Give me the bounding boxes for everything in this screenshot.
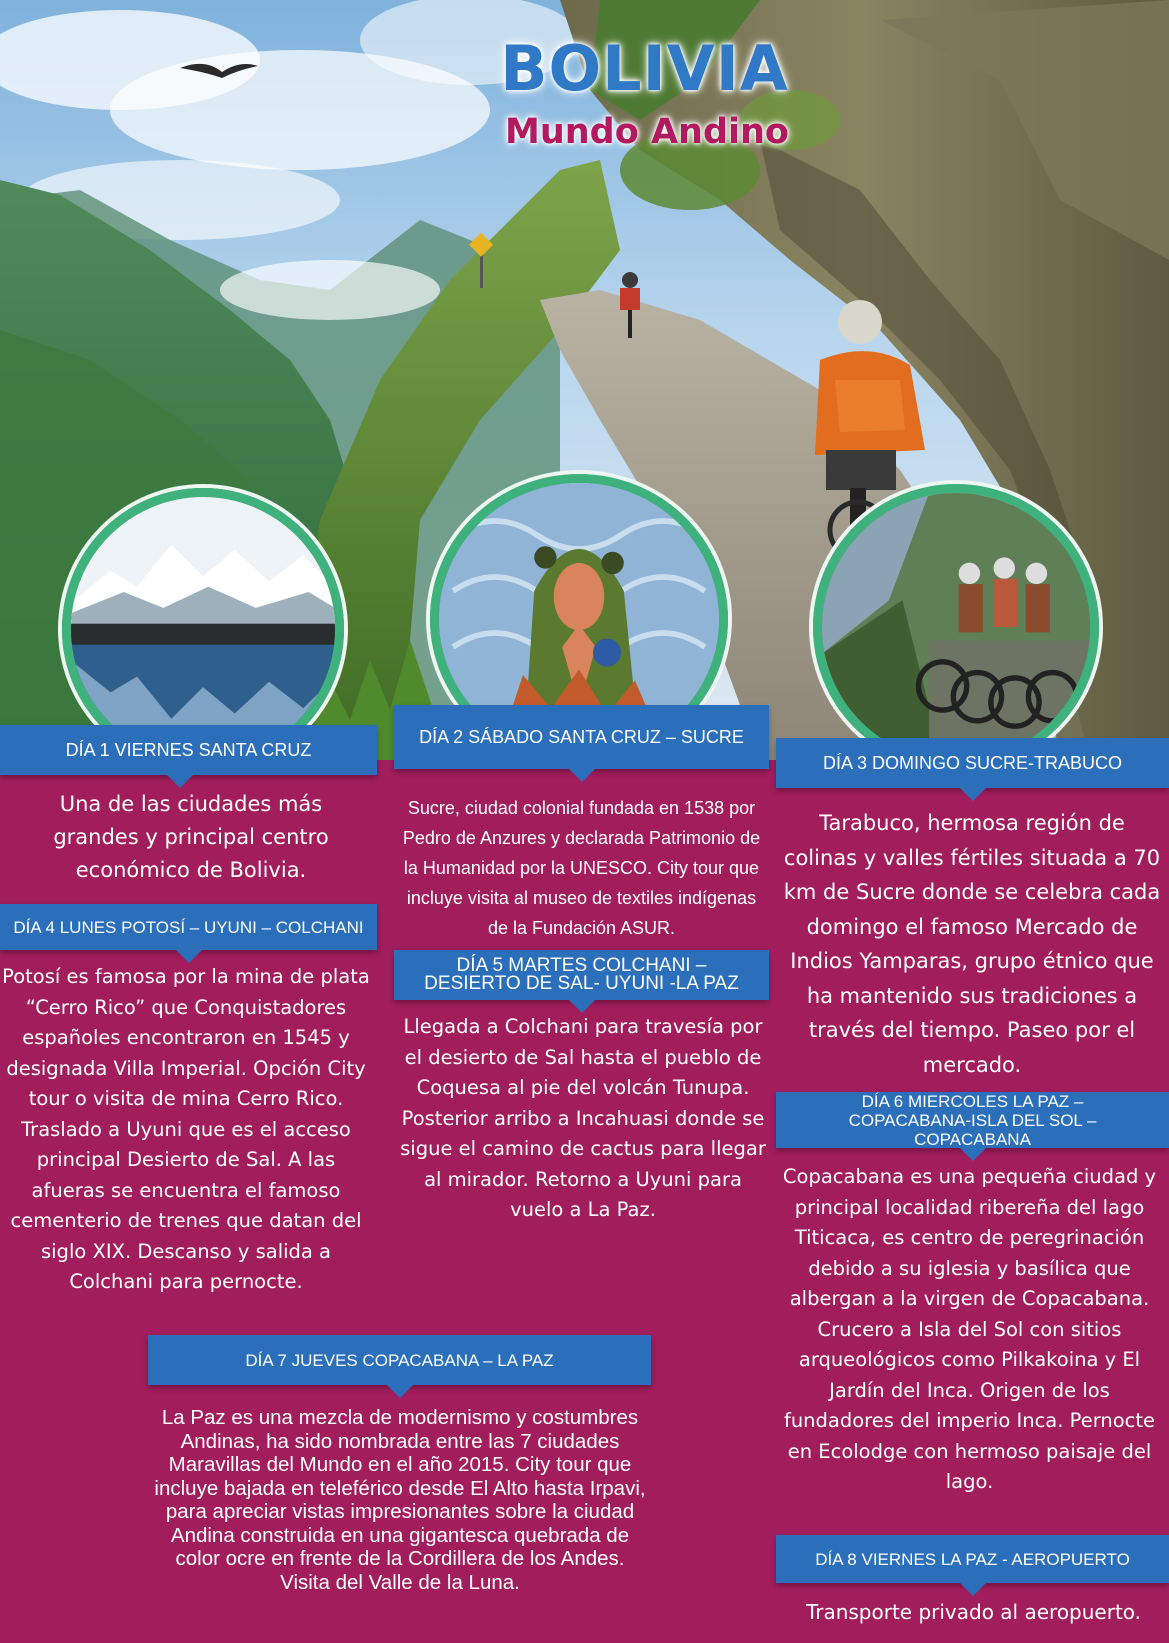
day7-header: DÍA 7 JUEVES COPACABANA – LA PAZ [148,1335,651,1385]
day8-description: Transporte privado al aeropuerto. [805,1600,1142,1624]
cyclists-group-photo [813,484,1099,770]
day6-header: DÍA 6 MIERCOLES LA PAZ – COPACABANA-ISLA DEL SOL – COPACABANA [776,1092,1169,1148]
day6-description: Copacabana es una pequeña ciudad y principal localidad ribereña del lago Titicaca, es centro de peregrinación debido a su iglesia y basílica que albergan a la virgen de Copacabana. Crucero a Isla del Sol con sitios arqueológicos como Pilkakoina y El Jardín del Inca. Origen de los fundadores del imperio Inca. Pernocte en Ecolodge con hermoso paisaje del lago. [782,1165,1157,1493]
day1-description: Una de las ciudades más grandes y principal centro económico de Bolivia. [53,792,329,882]
day1-header: DÍA 1 VIERNES SANTA CRUZ [0,725,377,775]
day3-header: DÍA 3 DOMINGO SUCRE-TRABUCO [776,738,1169,788]
day5-header: DÍA 5 MARTES COLCHANI – DESIERTO DE SAL- UYUNI -LA PAZ [394,950,769,1000]
day5-description: Llegada a Colchani para travesía por el desierto de Sal hasta el pueblo de Coquesa al pie del volcán Tunupa. Posterior arribo a Incahuasi donde se sigue el camino de cactus para llegar al mirador. Retorno a Uyuni para vuelo a La Paz. [400,1015,766,1221]
page-subtitle: Mundo Andino [505,112,789,152]
day4-description: Potosí es famosa por la mina de plata “Cerro Rico” que Conquistadores españoles encontraron en 1545 y designada Villa Imperial. Opción City tour o visita de mina Cerro Rico. Traslado a Uyuni que es el acceso principal Desierto de Sal. A las afueras se encuentra el famoso cementerio de trenes que datan del siglo XIX. Descanso y salida a Colchani para pernocte. [2,965,370,1293]
day7-description: La Paz es una mezcla de modernismo y costumbres Andinas, ha sido nombrada entre las 7 ciudades Maravillas del Mundo en el año 2015. City tour que incluye bajada en teleférico desde El Alto hasta Irpavi, para apreciar vistas impresionantes sobre la ciudad Andina construida en una gigantesca quebrada de color ocre en frente de la Cordillera de los Andes. Visita del Valle de la Luna. [154,1406,646,1594]
day8-header: DÍA 8 VIERNES LA PAZ - AEROPUERTO [776,1535,1169,1583]
day2-header: DÍA 2 SÁBADO SANTA CRUZ – SUCRE [394,705,769,769]
day3-description: Tarabuco, hermosa región de colinas y valles fértiles situada a 70 km de Sucre donde se celebra cada domingo el famoso Mercado de Indios Yamparas, grupo étnico que ha mantenido sus tradiciones a través del tiempo. Paseo por el mercado. [783,811,1161,1077]
day4-header: DÍA 4 LUNES POTOSÍ – UYUNI – COLCHANI [0,904,377,950]
day2-description: Sucre, ciudad colonial fundada en 1538 por Pedro de Anzures y declarada Patrimonio de la Humanidad por la UNESCO. City tour que incluye visita al museo de textiles indígenas de la Fundación ASUR. [402,798,761,938]
page-title: BOLIVIA [500,32,789,105]
